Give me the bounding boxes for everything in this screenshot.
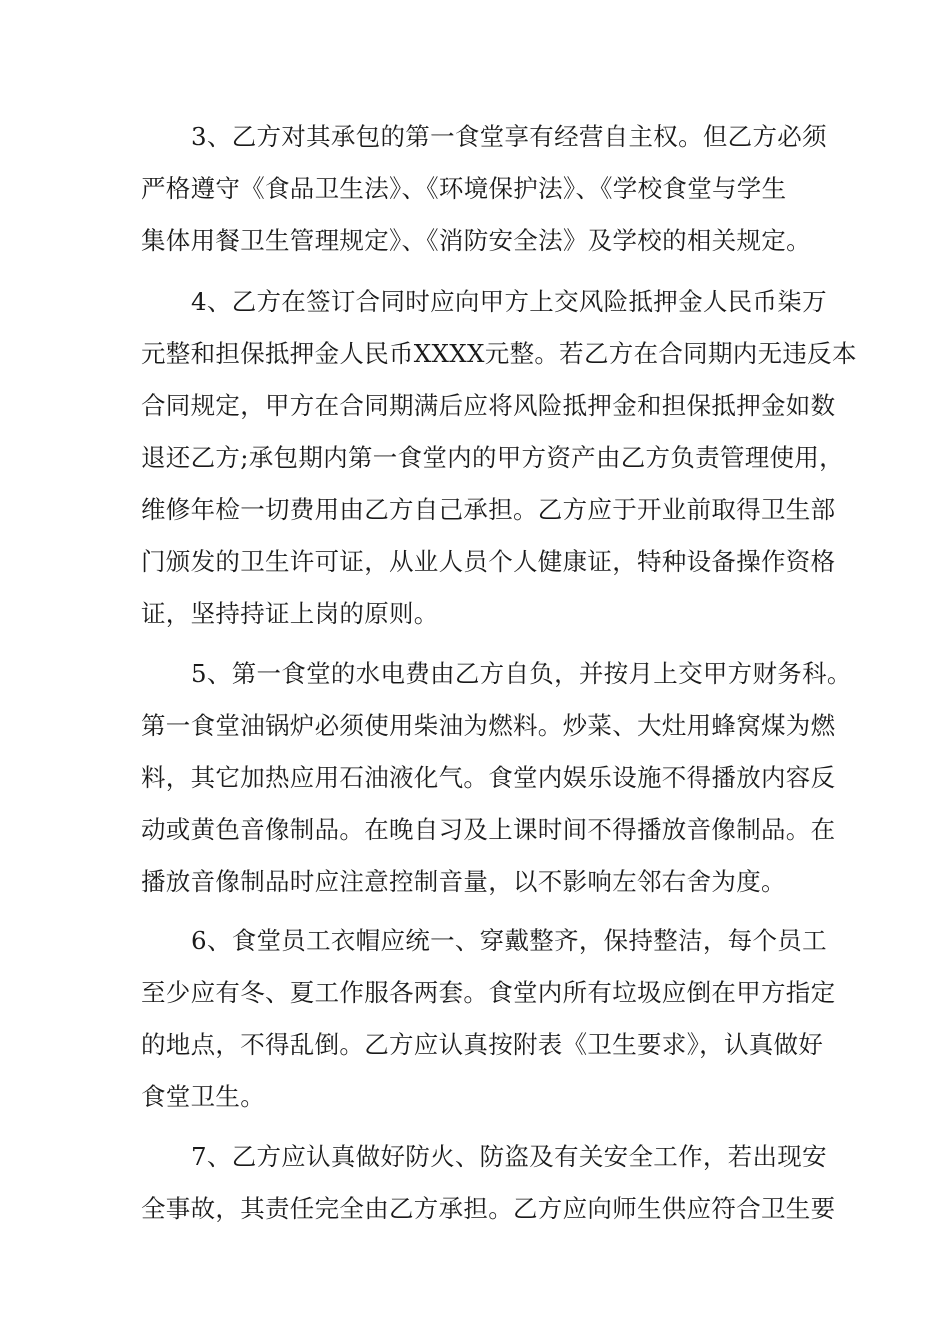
- text-line: 门颁发的卫生许可证，从业人员个人健康证，特种设备操作资格: [141, 547, 836, 576]
- text-line: 动或黄色音像制品。在晚自习及上课时间不得播放音像制品。在: [141, 815, 836, 844]
- text-line: 合同规定，甲方在合同期满后应将风险抵押金和担保抵押金如数: [141, 391, 836, 420]
- text-line: 食堂卫生。: [141, 1082, 265, 1111]
- text-line: 6、食堂员工衣帽应统一、穿戴整齐，保持整洁，每个员工: [191, 926, 827, 955]
- text-line: 4、乙方在签订合同时应向甲方上交风险抵押金人民币柒万: [191, 287, 827, 316]
- text-line: 集体用餐卫生管理规定》、《消防安全法》及学校的相关规定。: [141, 226, 811, 255]
- text-line: 的地点，不得乱倒。乙方应认真按附表《卫生要求》，认真做好: [141, 1030, 824, 1059]
- text-line: 3、乙方对其承包的第一食堂享有经营自主权。但乙方必须: [191, 122, 827, 151]
- text-line: 料，其它加热应用石油液化气。食堂内娱乐设施不得播放内容反: [141, 763, 836, 792]
- text-line: 证，坚持持证上岗的原则。: [141, 599, 439, 628]
- text-line: 维修年检一切费用由乙方自己承担。乙方应于开业前取得卫生部: [141, 495, 836, 524]
- text-line: 7、乙方应认真做好防火、防盗及有关安全工作，若出现安: [191, 1142, 827, 1171]
- clause-6: [141, 915, 841, 1123]
- text-line: 严格遵守《食品卫生法》、《环境保护法》、《学校食堂与学生: [141, 174, 787, 203]
- text-line: 退还乙方;承包期内第一食堂内的甲方资产由乙方负责管理使用，: [141, 443, 844, 472]
- clause-4: [141, 276, 857, 640]
- clause-3: [141, 111, 841, 267]
- text-line: 全事故，其责任完全由乙方承担。乙方应向师生供应符合卫生要: [141, 1194, 836, 1223]
- text-line: 元整和担保抵押金人民币XXXX元整。若乙方在合同期内无违反本: [141, 339, 857, 368]
- text-line: 播放音像制品时应注意控制音量，以不影响左邻右舍为度。: [141, 867, 786, 896]
- text-line: 5、第一食堂的水电费由乙方自负，并按月上交甲方财务科。: [191, 659, 852, 688]
- text-line: 第一食堂油锅炉必须使用柴油为燃料。炒菜、大灶用蜂窝煤为燃: [141, 711, 836, 740]
- clause-5: [141, 648, 852, 908]
- clause-7: [141, 1131, 841, 1235]
- text-line: 至少应有冬、夏工作服各两套。食堂内所有垃圾应倒在甲方指定: [141, 978, 836, 1007]
